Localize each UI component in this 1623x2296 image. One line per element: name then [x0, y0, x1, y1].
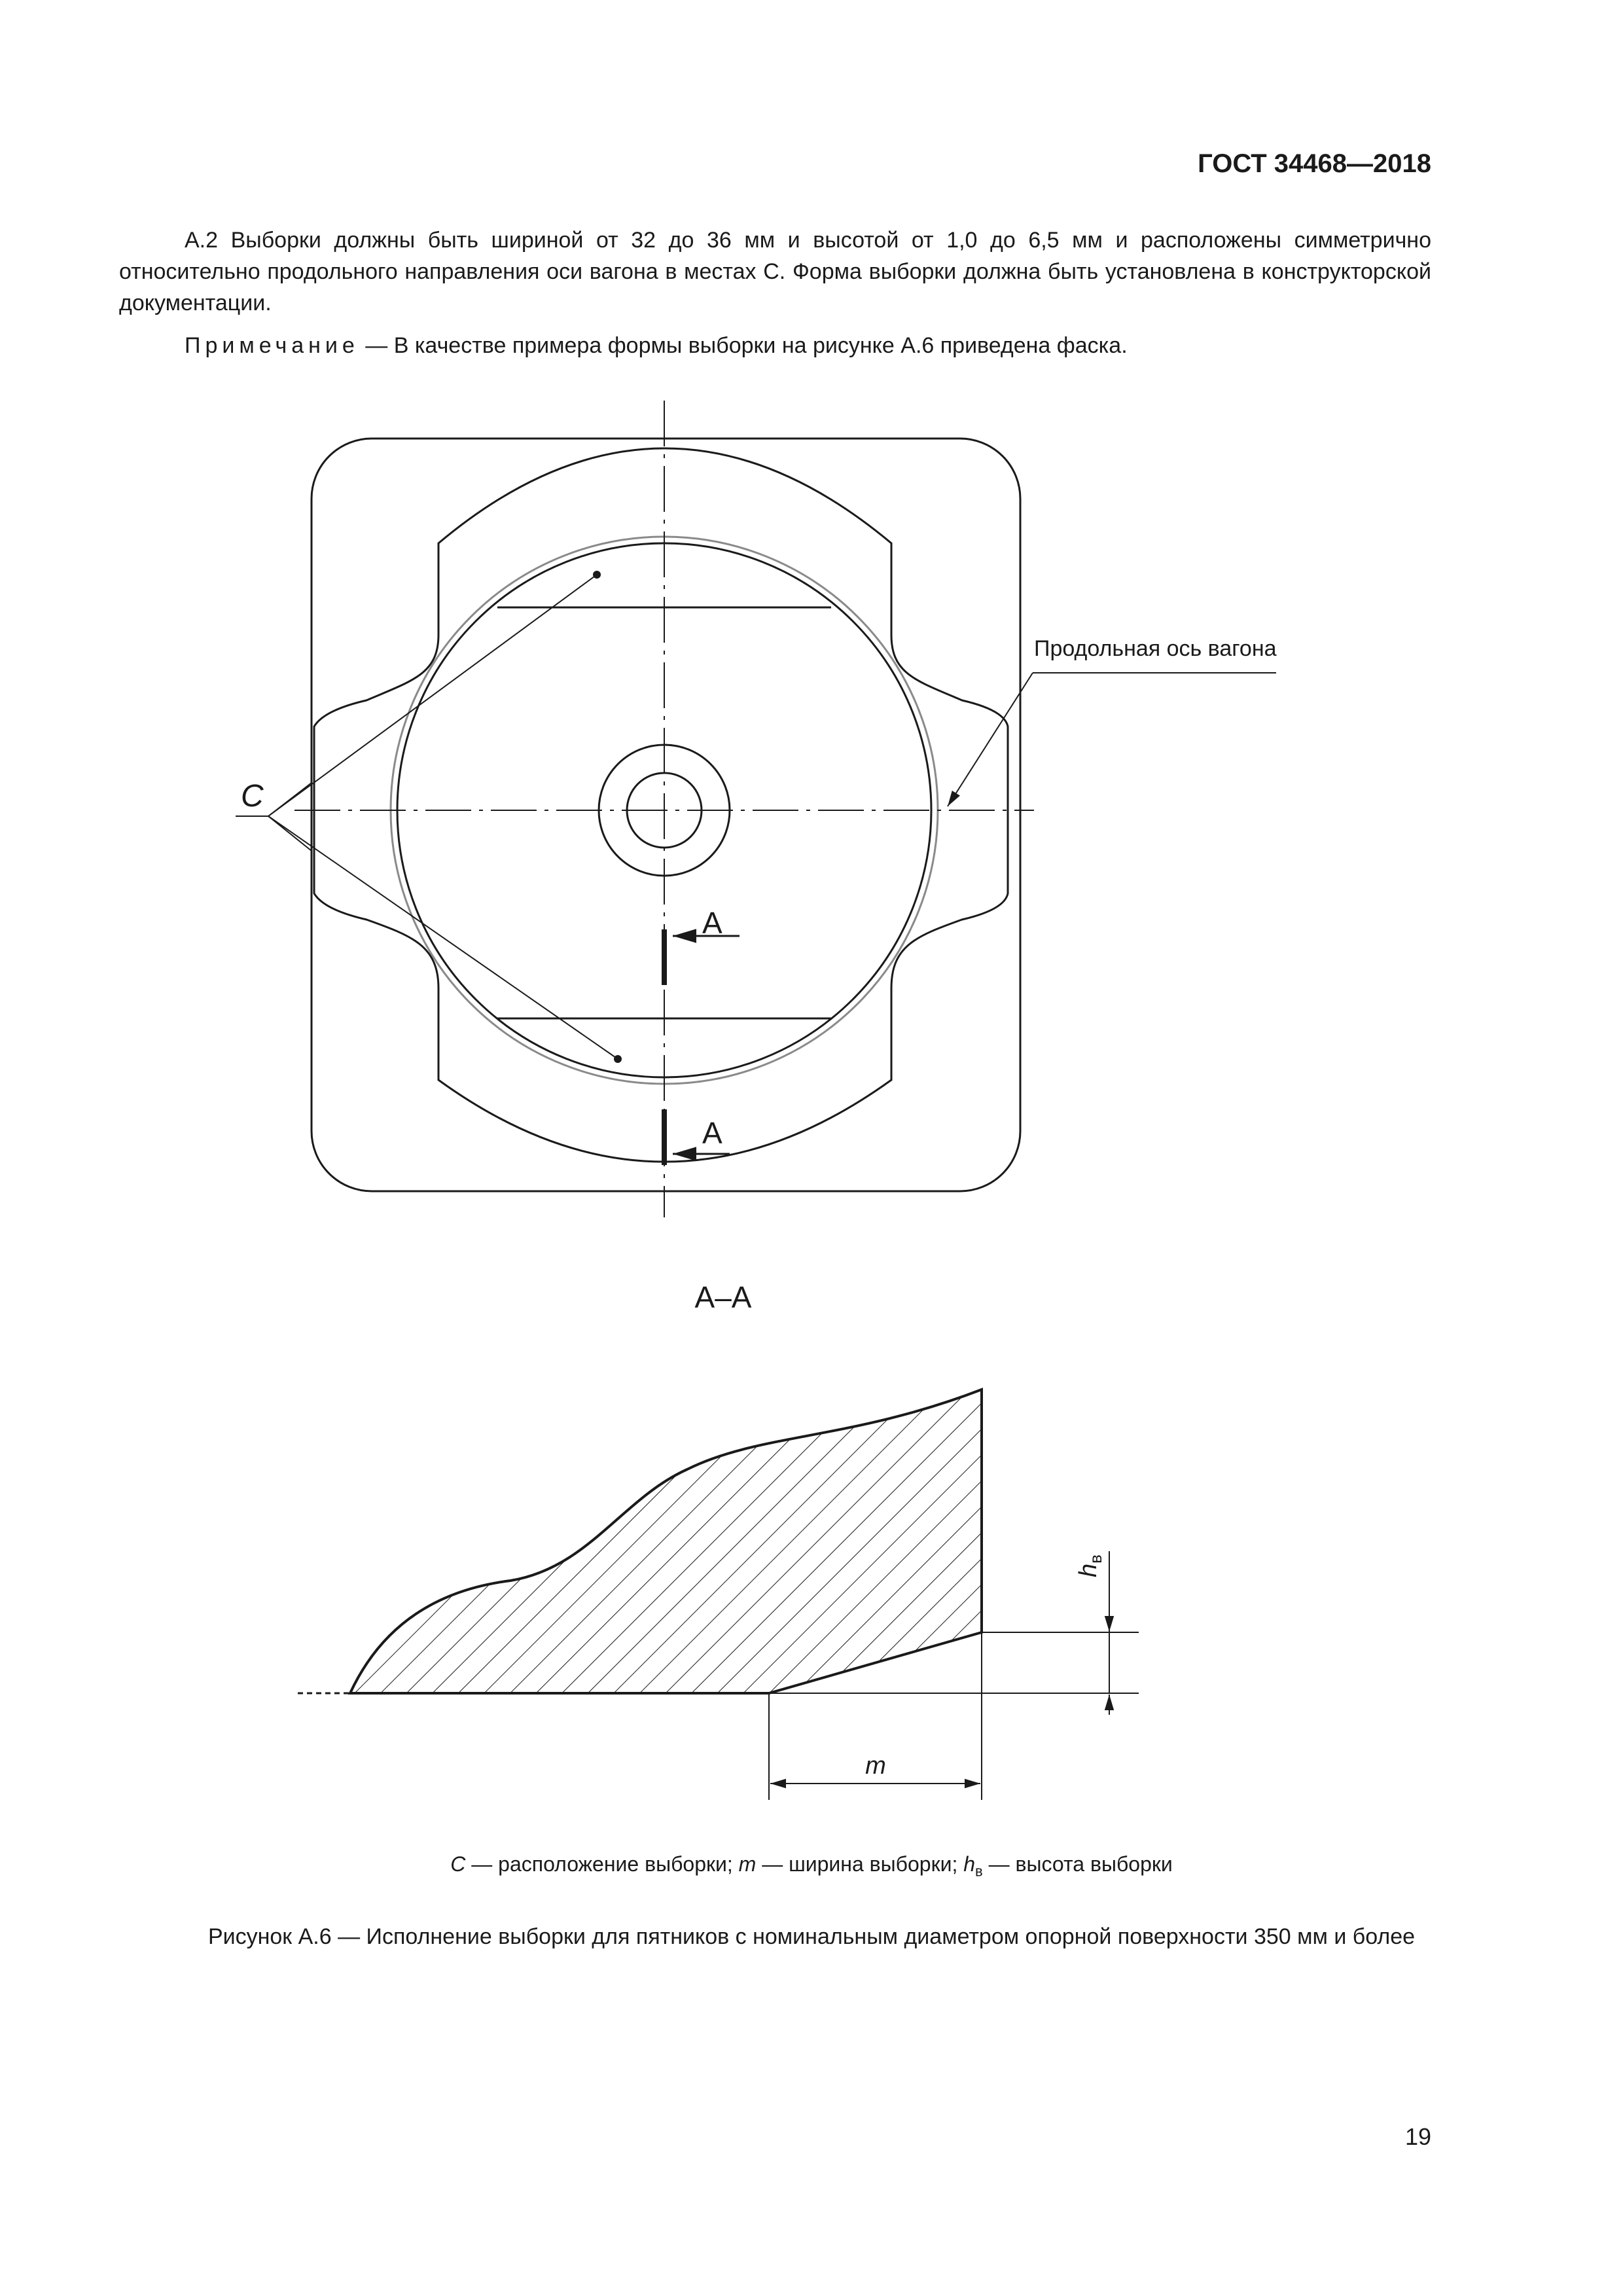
c-leaders	[236, 575, 618, 1059]
outer-frame	[312, 439, 1020, 1191]
legend-h-text: — высота выборки	[982, 1852, 1173, 1876]
note-text: — В качестве примера формы выборки на рисунке А.6 приведена фаска.	[359, 333, 1128, 358]
label-c: С	[241, 779, 264, 814]
body-outline	[314, 448, 1008, 1162]
section-title: А–А	[694, 1280, 752, 1314]
axis-leader	[948, 673, 1276, 806]
label-a-lower: А	[702, 1116, 722, 1150]
figure-caption: Рисунок А.6 — Исполнение выборки для пятников с номинальным диаметром опорной поверхности 350 мм и более	[207, 1924, 1416, 1949]
legend-m-text: — ширина выборки;	[756, 1852, 964, 1876]
legend-c-text: — расположение выборки;	[465, 1852, 739, 1876]
c-leader-1	[268, 575, 597, 816]
page-number: 19	[1404, 2123, 1431, 2150]
legend-h-symbol: h	[963, 1852, 976, 1876]
hatched-section	[350, 1390, 982, 1693]
legend-c-symbol: С	[450, 1852, 466, 1876]
legend-h-sub: в	[975, 1863, 983, 1880]
c-point-upper	[593, 571, 601, 579]
plan-view	[312, 439, 1020, 1191]
c-leader-2	[268, 816, 618, 1059]
note-prefix: Примечание	[185, 333, 359, 358]
label-longitudinal-axis: Продольная ось вагона	[1034, 636, 1277, 661]
label-hb: $h_в$	[1075, 1554, 1105, 1577]
section-view	[298, 1390, 1139, 1800]
document-header: ГОСТ 34468—2018	[1198, 149, 1431, 178]
c-point-lower	[614, 1055, 622, 1063]
c-leader-3	[268, 783, 312, 816]
paragraph-a2: А.2 Выборки должны быть шириной от 32 до 36 мм и высотой от 1,0 до 6,5 мм и расположены симметрично относительно продольного направления оси вагона в местах С. Форма выборки должна быть установлена в конструкторской документации.	[119, 228, 1431, 315]
figure-legend	[131, 1852, 1492, 1880]
legend-m-symbol: m	[738, 1852, 757, 1876]
label-a-upper: А	[702, 906, 722, 940]
c-leader-4	[268, 816, 312, 851]
label-m: m	[865, 1752, 886, 1780]
centerlines	[294, 401, 1034, 1217]
